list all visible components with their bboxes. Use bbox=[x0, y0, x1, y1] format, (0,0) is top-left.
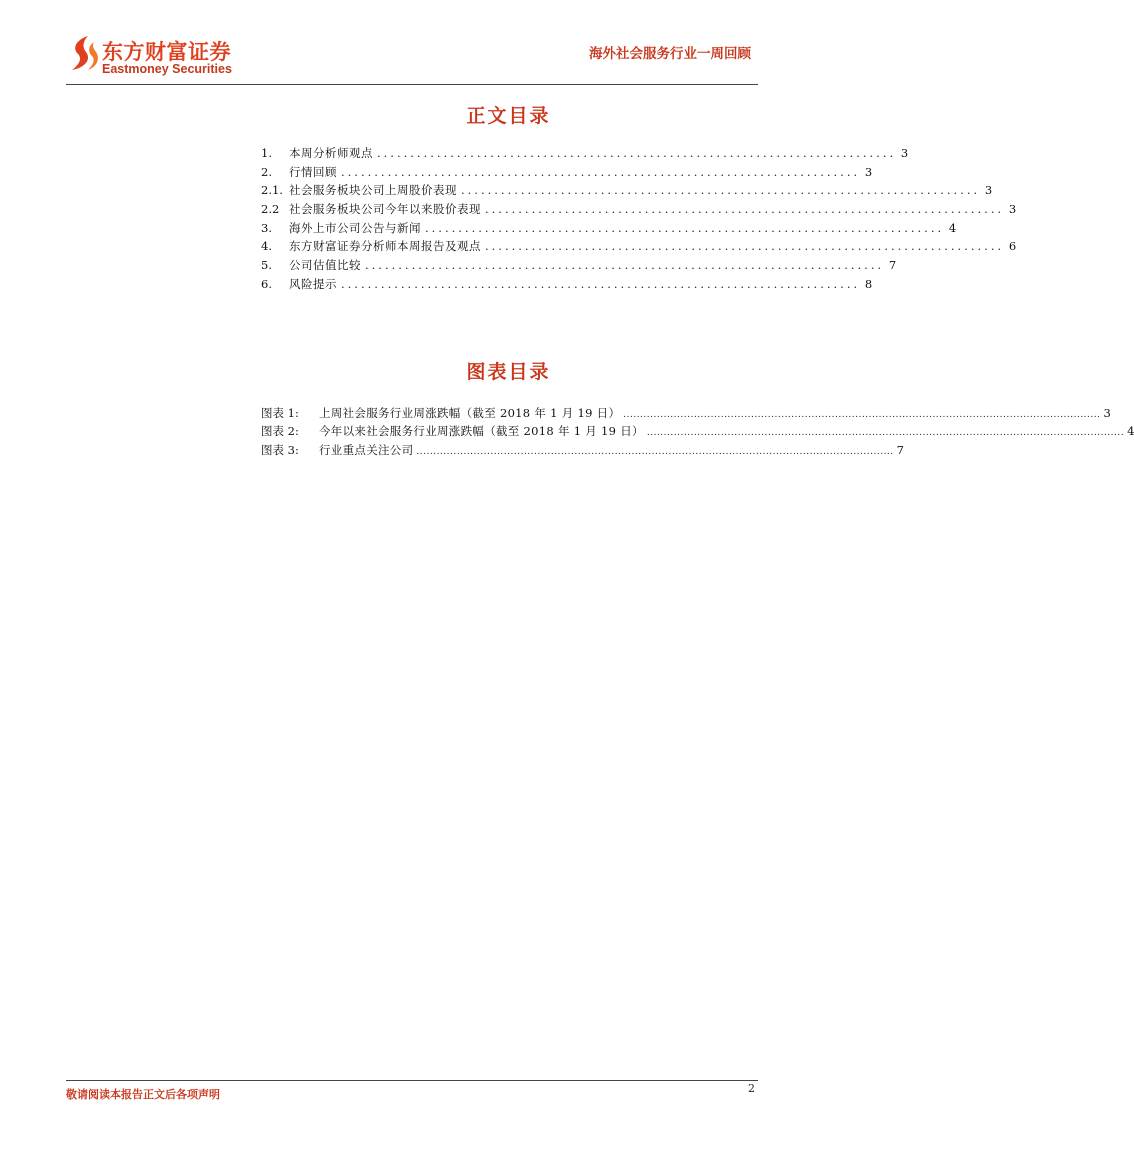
toc-item-page: 4 bbox=[948, 220, 957, 235]
toc-item-number: 5. bbox=[261, 258, 272, 273]
page-number: 2 bbox=[748, 1082, 755, 1095]
toc-item-label: 本周分析师观点 bbox=[289, 146, 373, 160]
toc-item[interactable] bbox=[261, 145, 909, 164]
toc-item[interactable] bbox=[261, 164, 873, 183]
figure-item-label: 上周社会服务行业周涨跌幅（截至 2018 年 1 月 19 日） bbox=[319, 406, 621, 420]
figure-item-label: 行业重点关注公司 bbox=[319, 442, 414, 457]
toc-item[interactable] bbox=[261, 220, 957, 239]
toc-item[interactable] bbox=[261, 257, 897, 276]
toc-item-number: 1. bbox=[261, 146, 272, 160]
toc-item-label: 公司估值比较 bbox=[289, 258, 361, 273]
toc-item-number: 2.2 bbox=[261, 202, 280, 217]
figure-item-number: 图表 3: bbox=[261, 442, 299, 457]
toc-item[interactable] bbox=[261, 238, 1017, 257]
toc-item-number: 3. bbox=[261, 220, 272, 235]
toc-item-page: 3 bbox=[984, 183, 993, 198]
toc-leader: .............................................................................. bbox=[341, 164, 861, 179]
toc-item-label: 海外上市公司公告与新闻 bbox=[289, 220, 421, 235]
toc-item-number: 4. bbox=[261, 239, 272, 254]
toc-item[interactable] bbox=[261, 182, 993, 201]
toc-item-page: 7 bbox=[888, 258, 897, 273]
eastmoney-logo-icon bbox=[66, 34, 100, 74]
logo-text-cn: 东方财富证券 bbox=[102, 40, 231, 64]
figure-leader: .............................................................................................................................................. bbox=[646, 428, 1125, 439]
toc-list bbox=[261, 145, 1017, 295]
disclaimer-text: 敬请阅读本报告正文后各项声明 bbox=[66, 1088, 220, 1101]
figure-leader: .............................................................................................................................................. bbox=[623, 410, 1101, 420]
figure-item-page: 7 bbox=[896, 442, 904, 457]
toc-item-page: 3 bbox=[1008, 202, 1017, 217]
toc-leader: .............................................................................. bbox=[377, 146, 897, 160]
toc-item-page: 8 bbox=[864, 276, 873, 291]
toc-item-number: 2.1. bbox=[261, 183, 283, 198]
toc-leader: .............................................................................. bbox=[461, 183, 981, 198]
toc-item[interactable] bbox=[261, 276, 873, 295]
toc-leader: .............................................................................. bbox=[485, 239, 1005, 254]
footer-divider bbox=[66, 1080, 758, 1081]
toc-item-label: 行情回顾 bbox=[289, 164, 337, 179]
toc-leader: .............................................................................. bbox=[425, 220, 945, 235]
toc-item[interactable] bbox=[261, 201, 1017, 220]
page-header bbox=[0, 0, 827, 90]
figure-item-page: 4 bbox=[1127, 424, 1134, 439]
figure-item-number: 图表 1: bbox=[261, 406, 299, 420]
figure-leader: .............................................................................................................................................. bbox=[416, 446, 894, 457]
toc-leader: .............................................................................. bbox=[365, 258, 885, 273]
logo-text-en: Eastmoney Securities bbox=[102, 62, 232, 76]
report-title: 海外社会服务行业一周回顾 bbox=[589, 46, 751, 62]
figure-item-label: 今年以来社会服务行业周涨跌幅（截至 2018 年 1 月 19 日） bbox=[319, 424, 644, 439]
figure-item-number: 图表 2: bbox=[261, 424, 299, 439]
figures-title: 图表目录 bbox=[466, 361, 551, 383]
company-logo bbox=[66, 34, 256, 80]
toc-title: 正文目录 bbox=[466, 105, 551, 127]
toc-item-page: 3 bbox=[900, 146, 909, 160]
toc-item-page: 6 bbox=[1008, 239, 1017, 254]
toc-item-label: 东方财富证券分析师本周报告及观点 bbox=[289, 239, 481, 254]
toc-leader: .............................................................................. bbox=[341, 276, 861, 291]
toc-item-label: 风险提示 bbox=[289, 276, 337, 291]
figures-list bbox=[261, 405, 1134, 460]
figure-item[interactable] bbox=[261, 423, 1134, 441]
toc-item-number: 2. bbox=[261, 164, 272, 179]
toc-item-number: 6. bbox=[261, 276, 272, 291]
header-divider bbox=[66, 84, 758, 85]
figure-item[interactable] bbox=[261, 442, 904, 460]
toc-item-label: 社会服务板块公司今年以来股价表现 bbox=[289, 202, 481, 217]
toc-leader: .............................................................................. bbox=[485, 202, 1005, 217]
figure-item[interactable] bbox=[261, 405, 1111, 423]
toc-item-page: 3 bbox=[864, 164, 873, 179]
figure-item-page: 3 bbox=[1103, 406, 1111, 420]
toc-item-label: 社会服务板块公司上周股价表现 bbox=[289, 183, 457, 198]
